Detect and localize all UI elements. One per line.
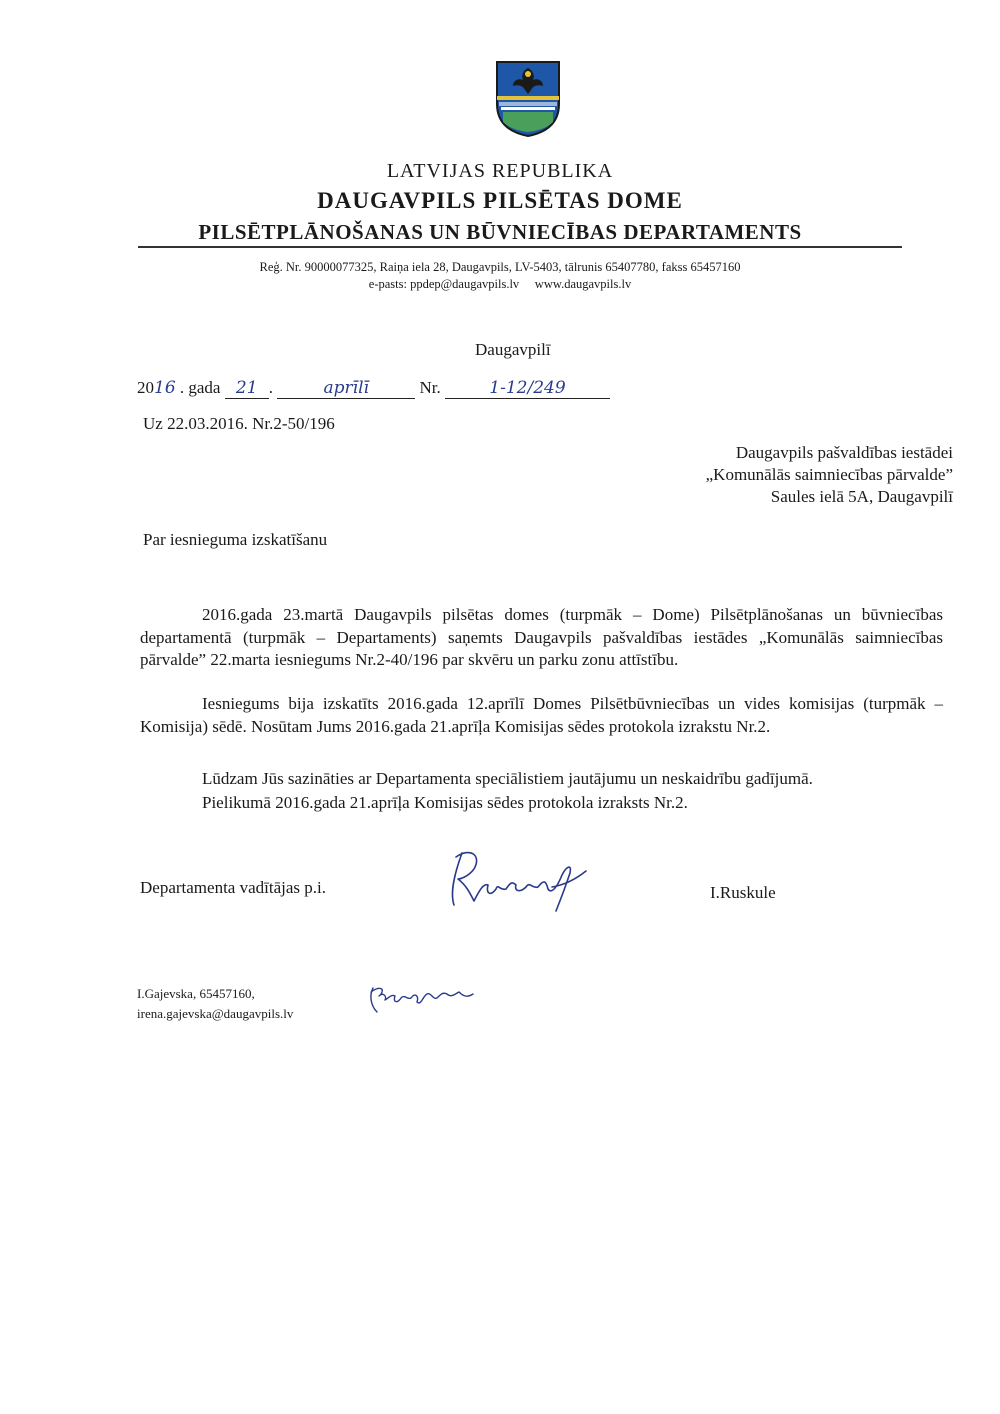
contact-line-2: e-pasts: ppdep@daugavpils.lv www.daugavpils.lv: [368, 277, 632, 291]
gada-label: . gada: [179, 378, 221, 397]
year-prefix: 20: [137, 378, 154, 397]
department-title: PILSĒTPLĀNOŠANAS UN BŪVNIECĪBAS DEPARTAMENTS: [198, 220, 802, 244]
place-of-issue: Daugavpilī: [475, 340, 551, 359]
paragraph-3: Lūdzam Jūs sazināties ar Departamenta speciālistiem jautājumu un neskaidrību gadījumā.: [202, 769, 813, 788]
paragraph-2: Iesniegums bija izskatīts 2016.gada 12.aprīlī Domes Pilsētbūvniecības un vides komisijas (turpmāk – Komisija) sēdē. Nosūtam Jums 2016.gada 21.aprīļa Komisijas sēdes protokola izrakstu Nr.2.: [140, 694, 943, 736]
executor-email: irena.gajevska@daugavpils.lv: [137, 1006, 294, 1021]
recipient-line-1: Daugavpils pašvaldības iestādei: [735, 443, 953, 462]
recipient-line-2: „Komunālās saimniecības pārvalde”: [705, 465, 953, 484]
signatory-name: I.Ruskule: [710, 883, 776, 902]
executor-signature: [365, 982, 485, 1018]
month-handwritten: aprīlī: [277, 378, 415, 399]
paragraph-4: Pielikumā 2016.gada 21.aprīļa Komisijas sēdes protokola izraksts Nr.2.: [202, 793, 688, 812]
header-divider: [138, 246, 902, 248]
year-handwritten: 16: [154, 378, 176, 398]
day-handwritten: 21: [225, 378, 269, 399]
signature-handwritten: [440, 845, 600, 915]
contact-line-1: Reģ. Nr. 90000077325, Raiņa iela 28, Daugavpils, LV-5403, tālrunis 65407780, fakss 65457160: [259, 260, 741, 274]
council-title: DAUGAVPILS PILSĒTAS DOME: [317, 188, 683, 213]
reply-reference: Uz 22.03.2016. Nr.2-50/196: [143, 414, 335, 433]
number-handwritten: 1-12/249: [445, 378, 610, 399]
subject-line: Par iesnieguma izskatīšanu: [143, 530, 328, 549]
date-line: 2016 . gada 21 . aprīlī Nr. 1-12/249: [137, 378, 610, 399]
recipient-line-3: Saules ielā 5A, Daugavpilī: [770, 487, 953, 506]
paragraph-1: 2016.gada 23.martā Daugavpils pilsētas domes (turpmāk – Dome) Pilsētplānošanas un būvniecības departamentā (turpmāk – Departaments) saņemts Daugavpils pašvaldības iestādes „Komunālās saimniecības pārvalde” 22.marta iesniegums Nr.2-40/196 par skvēru un parku zonu attīstību.: [140, 605, 943, 669]
republic-title: LATVIJAS REPUBLIKA: [386, 160, 614, 182]
signatory-role: Departamenta vadītājas p.i.: [140, 878, 326, 897]
executor-line-1: I.Gajevska, 65457160,: [137, 986, 255, 1001]
coat-of-arms-icon: [495, 60, 561, 138]
number-label: Nr.: [419, 378, 441, 397]
